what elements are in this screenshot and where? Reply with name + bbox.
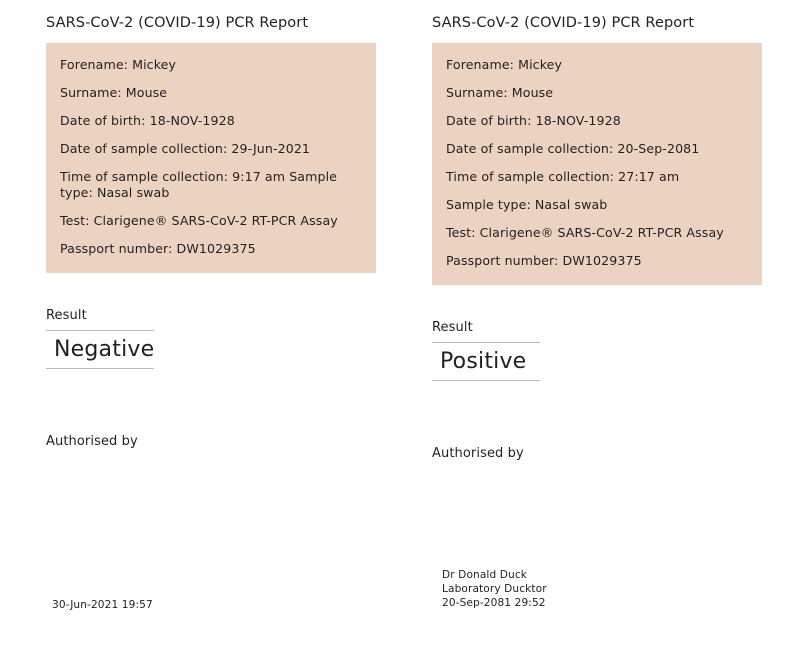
patient-details-box <box>432 43 762 285</box>
detail-date-of-sample-collection: Date of sample collection: 20-Sep-2081 <box>446 141 700 156</box>
detail-date-of-birth: Date of birth: 18-NOV-1928 <box>60 113 235 128</box>
detail-forename: Forename: Mickey <box>60 57 177 72</box>
signature-name: Dr Donald Duck <box>442 569 527 581</box>
detail-passport-number: Passport number: DW1029375 <box>446 253 642 268</box>
authorised-by-label: Authorised by <box>46 434 138 449</box>
signature-block <box>442 568 547 610</box>
detail-passport-number: Passport number: DW1029375 <box>60 241 256 256</box>
detail-surname: Surname: Mouse <box>446 85 554 100</box>
signature-timestamp: 20-Sep-2081 29:52 <box>442 597 546 609</box>
report-title: SARS-CoV-2 (COVID-19) PCR Report <box>46 15 309 31</box>
detail-test: Test: Clarigene® SARS-CoV-2 RT-PCR Assay <box>446 225 724 240</box>
authorised-by-label: Authorised by <box>432 446 524 461</box>
signature-block <box>52 598 153 612</box>
detail-forename: Forename: Mickey <box>446 57 563 72</box>
result-section <box>432 319 762 381</box>
report-title: SARS-CoV-2 (COVID-19) PCR Report <box>432 15 695 31</box>
detail-test: Test: Clarigene® SARS-CoV-2 RT-PCR Assay <box>60 213 338 228</box>
pcr-report-left <box>46 0 376 611</box>
result-value: Positive <box>440 349 527 374</box>
detail-surname: Surname: Mouse <box>60 85 168 100</box>
result-label: Result <box>432 320 473 335</box>
detail-sample-type: Sample type: Nasal swab <box>446 197 608 212</box>
patient-details-box <box>46 43 376 273</box>
detail-time-of-sample-collection: Time of sample collection: 27:17 am <box>446 169 680 184</box>
result-label: Result <box>46 308 87 323</box>
detail-date-of-sample-collection: Date of sample collection: 29-Jun-2021 <box>60 141 311 156</box>
detail-time-of-sample-collection: Time of sample collection: 9:17 am Sample type: Nasal swab <box>60 169 338 200</box>
signature-role: Laboratory Ducktor <box>442 583 547 595</box>
result-divider-bottom <box>432 380 540 381</box>
signature-timestamp: 30-Jun-2021 19:57 <box>52 599 153 611</box>
result-value: Negative <box>54 337 155 362</box>
result-section <box>46 307 376 369</box>
result-divider-bottom <box>46 368 154 369</box>
pcr-report-right <box>432 0 762 609</box>
detail-date-of-birth: Date of birth: 18-NOV-1928 <box>446 113 621 128</box>
